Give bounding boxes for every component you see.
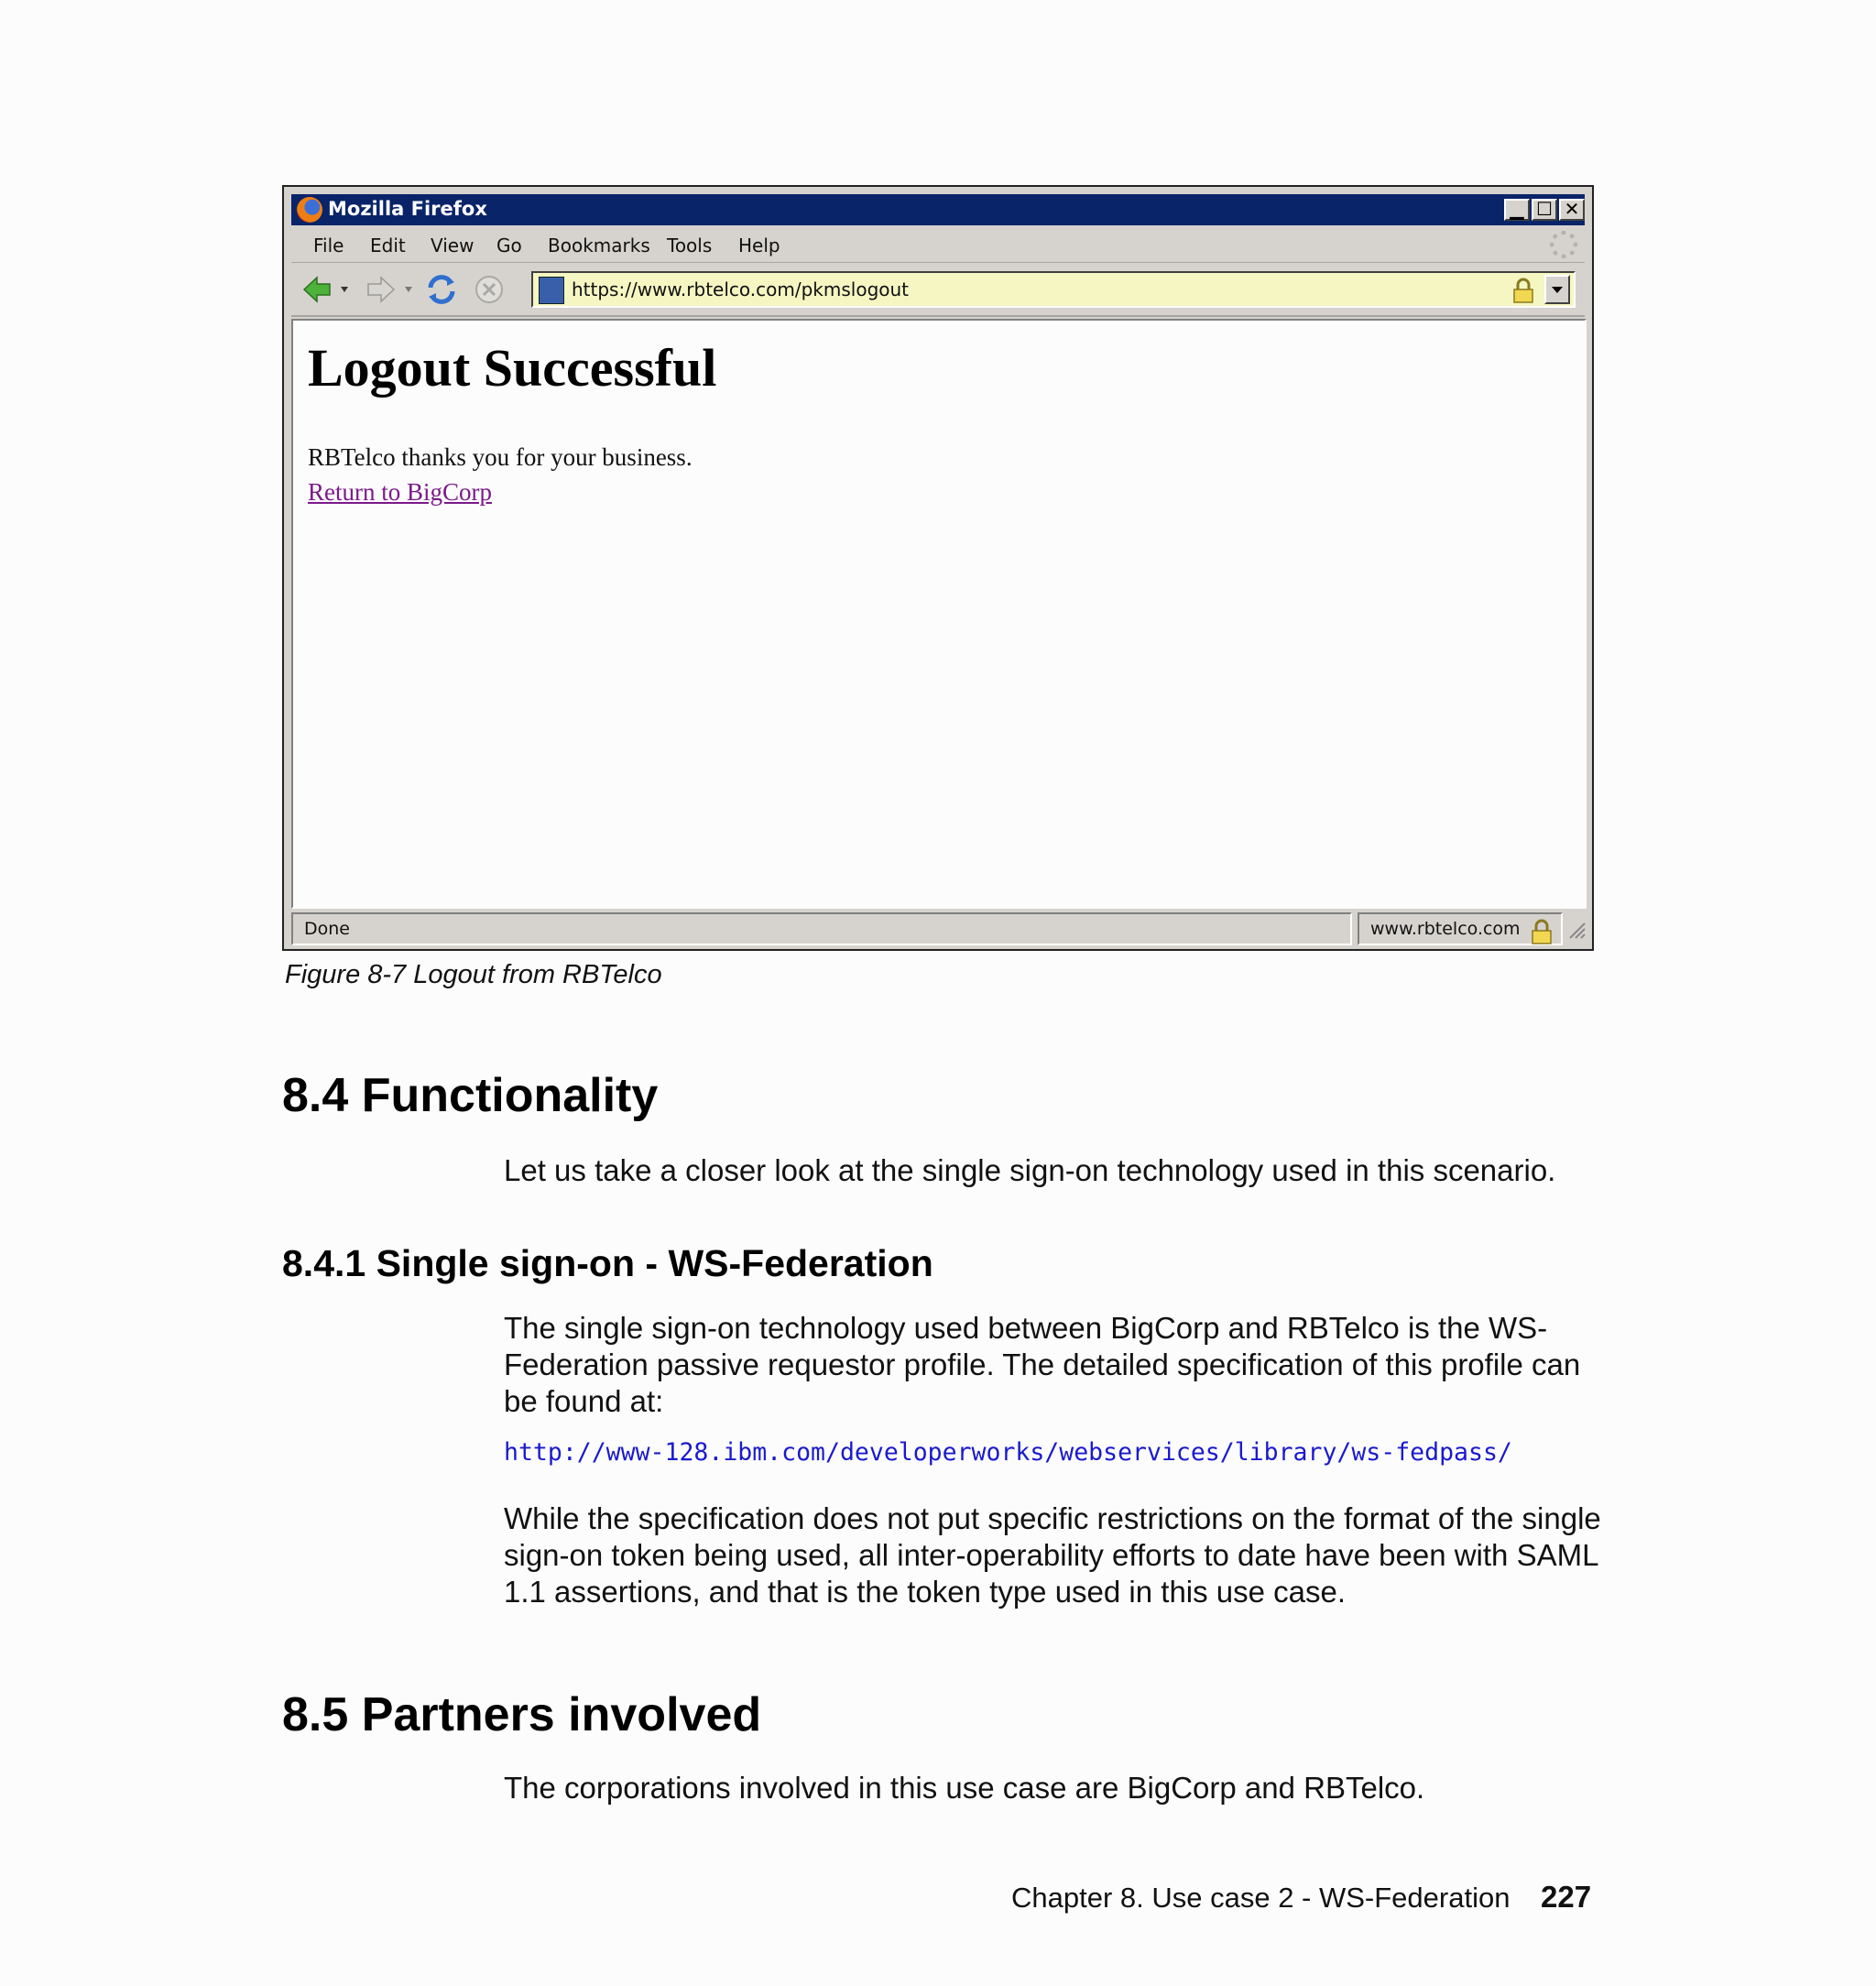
page-number: 227 bbox=[1541, 1880, 1592, 1914]
firefox-logo-icon bbox=[297, 197, 322, 223]
section-heading-single-sign-on: 8.4.1 Single sign-on - WS-Federation bbox=[282, 1242, 933, 1284]
status-panel bbox=[291, 912, 1352, 945]
figure-caption: Figure 8-7 Logout from RBTelco bbox=[285, 960, 662, 989]
functionality-paragraph: Let us take a closer look at the single sign-on technology used in this scenario. bbox=[504, 1153, 1556, 1187]
menu-file[interactable]: File bbox=[313, 235, 344, 256]
window-title: Mozilla Firefox bbox=[328, 198, 487, 220]
maximize-button[interactable]: ☐ bbox=[1532, 199, 1557, 221]
reload-icon[interactable] bbox=[425, 271, 458, 308]
throbber-icon bbox=[1550, 231, 1577, 258]
status-text: Done bbox=[304, 919, 350, 939]
section-heading-partners: 8.5 Partners involved bbox=[282, 1688, 762, 1741]
single-sign-on-paragraph: The single sign-on technology used between BigCorp and RBTelco is the WS-Federation passive requestor profile. The detailed specification of this profile can be found at: bbox=[504, 1311, 1581, 1418]
status-domain-panel bbox=[1358, 912, 1563, 945]
footer-chapter-title: Chapter 8. Use case 2 - WS-Federation bbox=[1011, 1882, 1511, 1914]
return-to-bigcorp-link[interactable]: Return to BigCorp bbox=[308, 478, 492, 506]
lock-icon[interactable] bbox=[1530, 918, 1554, 945]
minimize-button[interactable]: ▁ bbox=[1504, 199, 1530, 221]
stop-icon[interactable] bbox=[473, 271, 506, 308]
status-domain: www.rbtelco.com bbox=[1370, 919, 1521, 939]
resize-grip-icon[interactable] bbox=[1566, 920, 1587, 940]
browser-window bbox=[282, 185, 1594, 951]
menu-tools[interactable]: Tools bbox=[667, 235, 713, 256]
thanks-message: RBTelco thanks you for your business. bbox=[308, 443, 693, 471]
address-bar[interactable] bbox=[531, 271, 1576, 308]
page-content bbox=[291, 319, 1587, 909]
menu-go[interactable]: Go bbox=[496, 235, 522, 256]
dropdown-icon bbox=[1546, 277, 1568, 302]
status-bar bbox=[291, 912, 1585, 945]
address-dropdown-button[interactable] bbox=[1544, 275, 1570, 304]
navigation-toolbar bbox=[291, 264, 1585, 317]
back-icon[interactable] bbox=[300, 271, 355, 308]
menu-view[interactable]: View bbox=[431, 235, 474, 256]
specification-url[interactable]: http://www-128.ibm.com/developerworks/webservices/library/ws-fedpass/ bbox=[504, 1438, 1512, 1467]
menu-edit[interactable]: Edit bbox=[370, 235, 406, 256]
logout-heading: Logout Successful bbox=[308, 338, 717, 398]
menu-help[interactable]: Help bbox=[738, 235, 780, 256]
saml-paragraph: While the specification does not put specific restrictions on the format of the single sign-on token being used, all inter-operability efforts to date have been with SAML 1.1 assertions, and that is the token type used in this use case. bbox=[504, 1501, 1601, 1609]
site-favicon-icon bbox=[539, 277, 564, 304]
lock-icon[interactable] bbox=[1511, 277, 1535, 304]
title-bar bbox=[291, 194, 1585, 225]
forward-icon[interactable] bbox=[365, 271, 420, 308]
close-button[interactable]: ✕ bbox=[1559, 199, 1585, 221]
menu-bar bbox=[291, 227, 1585, 263]
section-heading-functionality: 8.4 Functionality bbox=[282, 1069, 659, 1122]
partners-paragraph: The corporations involved in this use case are BigCorp and RBTelco. bbox=[504, 1771, 1425, 1805]
address-text[interactable]: https://www.rbtelco.com/pkmslogout bbox=[572, 278, 910, 300]
menu-bookmarks[interactable]: Bookmarks bbox=[548, 235, 650, 256]
